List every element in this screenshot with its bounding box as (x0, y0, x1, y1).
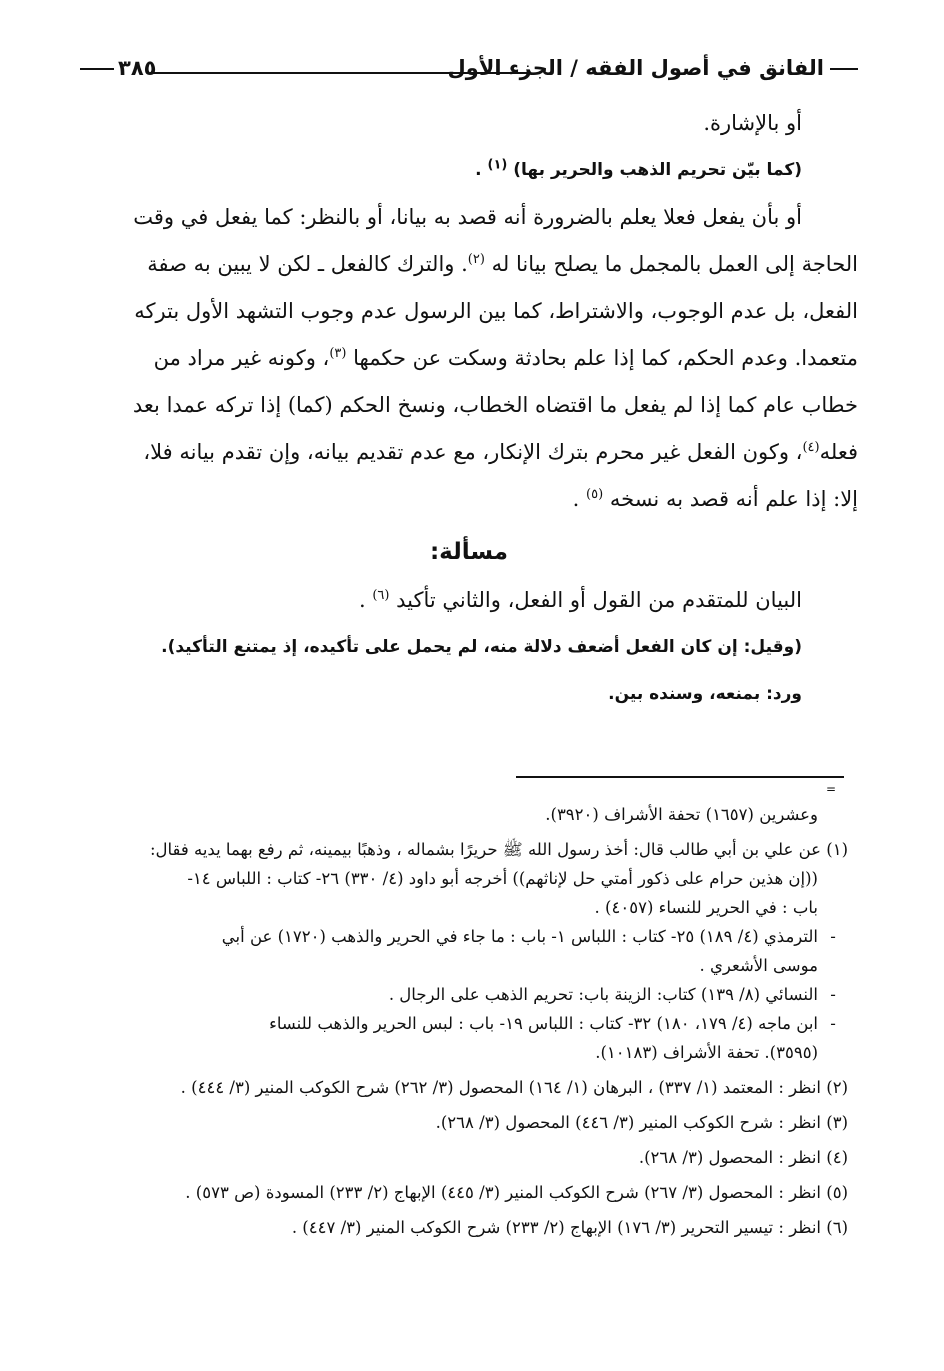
footnote-line: (٦) انظر : تيسير التحرير (٣/ ١٧٦) الإبهاج (٢/ ٢٣٣) شرح الكوكب المنير (٣/ ٤٤٧) . (291, 1218, 848, 1237)
page-number (80, 56, 156, 80)
footnote-line: (٣) انظر : شرح الكوكب المنير (٣/ ٤٤٦) المحصول (٣/ ٢٦٨). (435, 1113, 848, 1132)
footnote-line: (٥) انظر : المحصول (٣/ ٢٦٧) شرح الكوكب المنير (٣/ ٤٤٥) الإبهاج (٢/ ٢٣٣) المسودة (ص ٥٧٣) . (185, 1183, 848, 1202)
footnote-line: وعشرين (١٦٥٧) تحفة الأشراف (٣٩٢٠). (545, 805, 818, 824)
section-heading: مسألة: (429, 539, 509, 565)
footnotes (80, 800, 848, 1242)
text-span: الفعل، بل عدم الوجوب، والاشتراط، كما بين الرسول عدم وجوب التشهد الأول بتركه (134, 299, 858, 323)
footnote-ref: (٢) (467, 252, 485, 267)
text-line (80, 241, 858, 288)
text-span: ورد: بمنعه، وسنده بين. (608, 684, 802, 704)
footnote-ref: (٥) (586, 487, 604, 502)
text-span: متعمدا. وعدم الحكم، كما إذا علم بحادثة وسكت عن حكمها (353, 346, 858, 370)
text-line (80, 100, 858, 147)
text-line (80, 429, 858, 476)
text-line (80, 147, 858, 194)
text-span: . (475, 160, 482, 180)
footnote-rule-mark: = (826, 782, 837, 796)
text-span: خطاب عام كما إذا لم يفعل ما اقتضاه الخطاب، ونسخ الحكم (كما) إذا تركه عمدا بعد (132, 393, 858, 417)
page-number-text: ٣٨٥ (118, 56, 157, 80)
text-line (80, 577, 858, 624)
footnote-ref: (٤) (802, 440, 820, 455)
main-text (80, 100, 858, 718)
footnote-line (80, 922, 848, 951)
text-span: إلا: إذا علم أنه قصد به نسخه (609, 487, 858, 511)
text-span: ، وكونه غير مراد من (153, 346, 330, 370)
text-span: (وقيل: إن كان الفعل أضعف دلالة منه، لم يحمل على تأكيده، إذ يمتنع التأكيد). (161, 637, 802, 657)
text-span: . (572, 487, 580, 511)
running-header (80, 56, 858, 90)
footnote-ref: (٣) (329, 346, 347, 361)
footnote-line: موسى الأشعري . (699, 956, 818, 975)
footnote-line: باب : في الحرير للنساء (٤٠٥٧) . (594, 898, 818, 917)
text-span: (كما بيّن تحريم الذهب والحرير بها) (513, 160, 802, 180)
footnote-line: (١) عن علي بن أبي طالب قال: أخذ رسول الله ﷺ حريرًا بشماله ، وذهبًا بيمينه، ثم رفع بهما يديه فقال: (149, 840, 848, 859)
text-line (80, 476, 858, 523)
text-line (80, 382, 858, 429)
text-line (80, 335, 858, 382)
text-span: فعله (819, 440, 858, 464)
text-span: أو بأن يفعل فعلا يعلم بالضرورة أنه قصد به بيانا، أو بالنظر: كما يفعل في وقت (133, 205, 802, 229)
text-line (80, 288, 858, 335)
footnote-line (80, 1009, 848, 1038)
footnote-line: ((إن هذين حرام على ذكور أمتي حل لإناثهم)) أخرجه أبو داود (٤/ ٣٣٠) ٢٦- كتاب : اللباس ١٤- (187, 869, 818, 888)
text-span: ، وكون الفعل غير محرم بترك الإنكار، مع عدم تقديم بيانه، وإن تقدم بيانه فلا، (143, 440, 803, 464)
header-rule (150, 72, 528, 74)
footnote-line: (٢) انظر : المعتمد (١/ ٣٣٧) ، البرهان (١/ ١٦٤) المحصول (٣/ ٢٦٢) شرح الكوكب المنير (٣/ ٤٤٤) . (180, 1078, 848, 1097)
bullet-dash: - (830, 927, 836, 946)
running-title (448, 56, 858, 80)
text-line (80, 624, 858, 671)
text-span: الترمذي (٤/ ١٨٩) ٢٥- كتاب : اللباس ١- باب : ما جاء في الحرير والذهب (١٧٢٠) عن أبي (221, 927, 818, 946)
text-span: أو بالإشارة. (703, 111, 802, 135)
footnote-rule (516, 776, 844, 778)
bullet-dash: - (830, 1014, 836, 1033)
text-line (80, 671, 858, 718)
footnote-ref: (٦) (372, 588, 390, 603)
page-number-dash (80, 68, 114, 70)
footnote-line: (٣٥٩٥). تحفة الأشراف (١٠١٨٣). (595, 1043, 818, 1062)
text-span: . والترك كالفعل ـ لكن لا يبين به صفة (147, 252, 468, 276)
bullet-dash: - (830, 985, 836, 1004)
header-dash (830, 68, 858, 70)
text-span: الحاجة إلى العمل بالمجمل ما يصلح بيانا له (491, 252, 858, 276)
text-line (80, 194, 858, 241)
text-span: . (358, 588, 366, 612)
text-span: ابن ماجه (٤/ ١٧٩، ١٨٠) ٣٢- كتاب : اللباس ١٩- باب : لبس الحرير والذهب للنساء (269, 1014, 818, 1033)
footnote-ref: (١) (487, 157, 508, 173)
running-title-text: الفانق في أصول الفقه / الجزء الأول (447, 56, 824, 80)
footnote-line (80, 980, 848, 1009)
footnote-line: (٤) انظر : المحصول (٣/ ٢٦٨). (638, 1148, 848, 1167)
text-span: البيان للمتقدم من القول أو الفعل، والثاني تأكيد (396, 588, 802, 612)
text-span: النسائي (٨/ ١٣٩) كتاب: الزينة باب: تحريم الذهب على الرجال . (388, 985, 818, 1004)
